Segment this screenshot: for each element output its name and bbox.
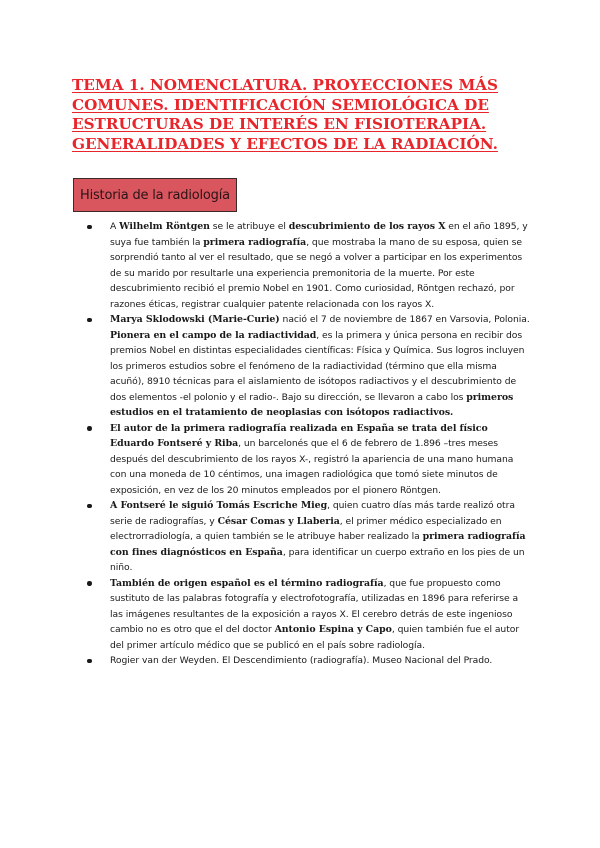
section-heading-box (73, 178, 237, 212)
history-bullet-list (110, 219, 530, 669)
bullet-dot-icon (87, 426, 92, 431)
bullet-item-radiografia-term: También de origen español es el término radiografía, que fue propuesto como sustituto de las palabras fotografía y electrofotografía, utilizadas en 1896 para referirse a las imágenes resultantes de la exposición a rayos X. El cerebro detrás de este ingenioso cambio no es otro que el del doctor Antonio Espina y Capo, quien también fue el autor del primer artículo médico que se publicó en el país sobre radiología. (110, 576, 530, 654)
bullet-dot-icon (87, 659, 92, 664)
bullet-item-curie: Marya Sklodowski (Marie-Curie) nació el 7 de noviembre de 1867 en Varsovia, Polonia. Pionera en el campo de la radiactividad, es la primera y única persona en recibir dos premios Nobel en distintas especialidades científicas: Física y Química. Sus logros incluyen los primeros estudios sobre el fenómeno de la radiactividad (término que ella misma acuñó), 8910 técnicas para el aislamiento de isótopos radiactivos y el descubrimiento de dos elementos -el polonio y el radio-. Bajo su dirección, se llevaron a cabo los primeros estudios en el tratamiento de neoplasias con isótopos radiactivos. (110, 312, 530, 421)
bullet-dot-icon (87, 225, 92, 230)
bullet-dot-icon (87, 581, 92, 586)
document-title: TEMA 1. NOMENCLATURA. PROYECCIONES MÁS COMUNES. IDENTIFICACIÓN SEMIOLÓGICA DE ESTRUCTURAS DE INTERÉS EN FISIOTERAPIA. GENERALIDADES Y EFECTOS DE LA RADIACIÓN. (72, 76, 499, 153)
bullet-item-fontsere: El autor de la primera radiografía realizada en España se trata del físico Eduardo Fontseré y Riba, un barcelonés que el 6 de febrero de 1.896 –tres meses después del descubrimiento de los rayos X-, registró la apariencia de una mano humana con una moneda de 10 céntimos, una imagen radiológica que tomó siete minutos de exposición, en vez de los 20 minutos empleados por el pionero Röntgen. (110, 421, 530, 499)
bullet-item-van-der-weyden: Rogier van der Weyden. El Descendimiento (radiografía). Museo Nacional del Prado. (110, 653, 530, 669)
bullet-item-roentgen: A Wilhelm Röntgen se le atribuye el descubrimiento de los rayos X en el año 1895, y suya fue también la primera radiografía, que mostraba la mano de su esposa, quien se sorprendió tanto al ver el resultado, que se negó a volver a participar en los experimentos de su marido por resultarle una experiencia premonitoria de la muerte. Por este descubrimiento recibió el premio Nobel en 1901. Como curiosidad, Röntgen rechazó, por razones éticas, registrar cualquier patente relacionada con los rayos X. (110, 219, 530, 312)
bullet-dot-icon (87, 504, 92, 509)
bullet-dot-icon (87, 318, 92, 323)
section-heading: Historia de la radiología (80, 187, 230, 203)
bullet-item-escriche: A Fontseré le siguió Tomás Escriche Mieg, quien cuatro días más tarde realizó otra serie de radiografías, y César Comas y Llaberia, el primer médico especializado en electrorradiología, a quien también se le atribuye haber realizado la primera radiografía con fines diagnósticos en España, para identificar un cuerpo extraño en los pies de un niño. (110, 498, 530, 576)
